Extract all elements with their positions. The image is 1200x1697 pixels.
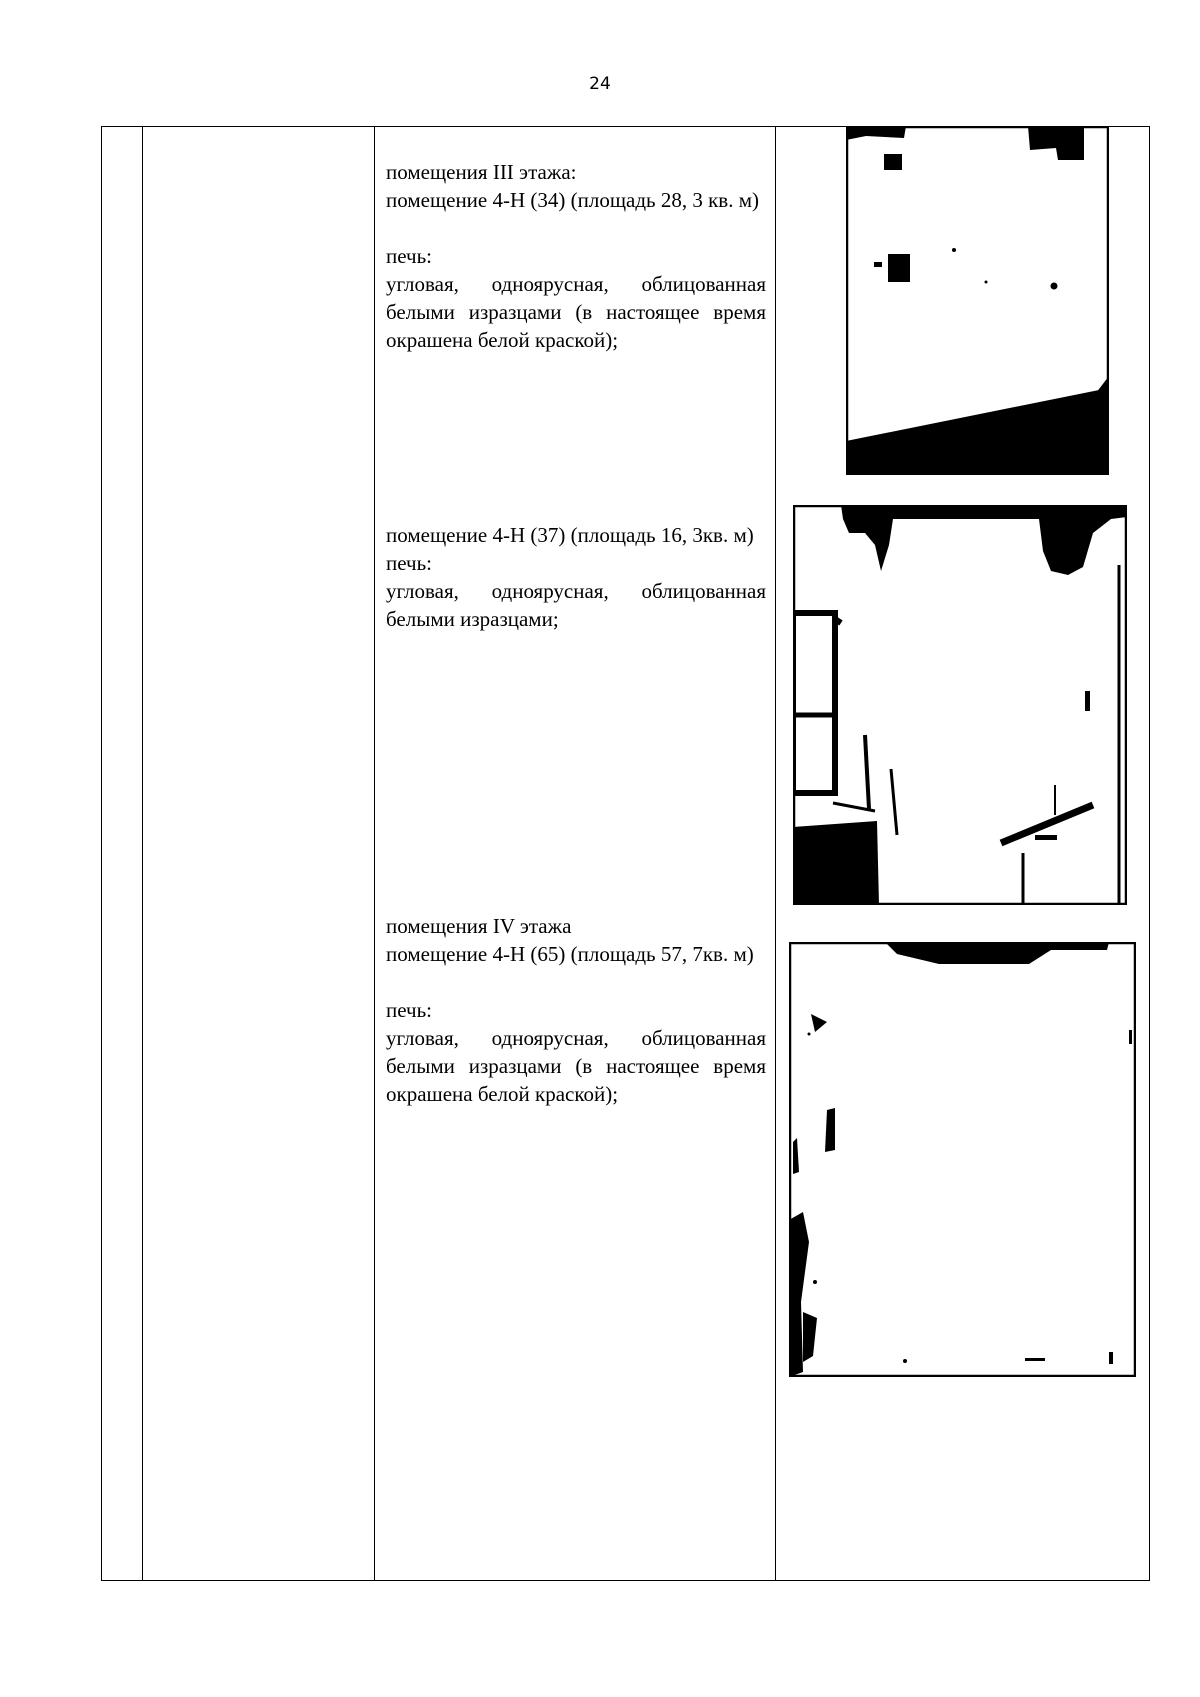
floor-heading: помещения IV этажа [386, 914, 572, 938]
floor-heading: помещения III этажа: [386, 160, 577, 184]
stove-description: угловая, одноярусная, облицованная белыми изразцами (в настоящее время окрашена белой краской); [386, 272, 766, 352]
stove-label: печь: [386, 551, 433, 575]
page-number: 24 [589, 74, 611, 94]
stove-photo-room-34 [846, 126, 1109, 475]
stove-description: угловая, одноярусная, облицованная белыми изразцами (в настоящее время окрашена белой краской); [386, 1026, 766, 1106]
room-block-37 [386, 521, 766, 633]
column-divider-2 [374, 127, 375, 1580]
stove-label: печь: [386, 998, 433, 1022]
room-title: помещение 4-Н (37) (площадь 16, 3кв. м) [386, 523, 754, 547]
stove-description: угловая, одноярусная, облицованная белыми изразцами; [386, 579, 766, 631]
stove-photo-room-65 [789, 942, 1136, 1377]
room-title: помещение 4-Н (65) (площадь 57, 7кв. м) [386, 942, 754, 966]
room-block-34 [386, 158, 766, 354]
column-divider-1 [142, 127, 143, 1580]
column-divider-3 [775, 127, 776, 1580]
stove-label: печь: [386, 244, 433, 268]
room-block-65 [386, 912, 766, 1108]
room-title: помещение 4-Н (34) (площадь 28, 3 кв. м) [386, 188, 759, 212]
stove-photo-room-37 [793, 505, 1127, 905]
